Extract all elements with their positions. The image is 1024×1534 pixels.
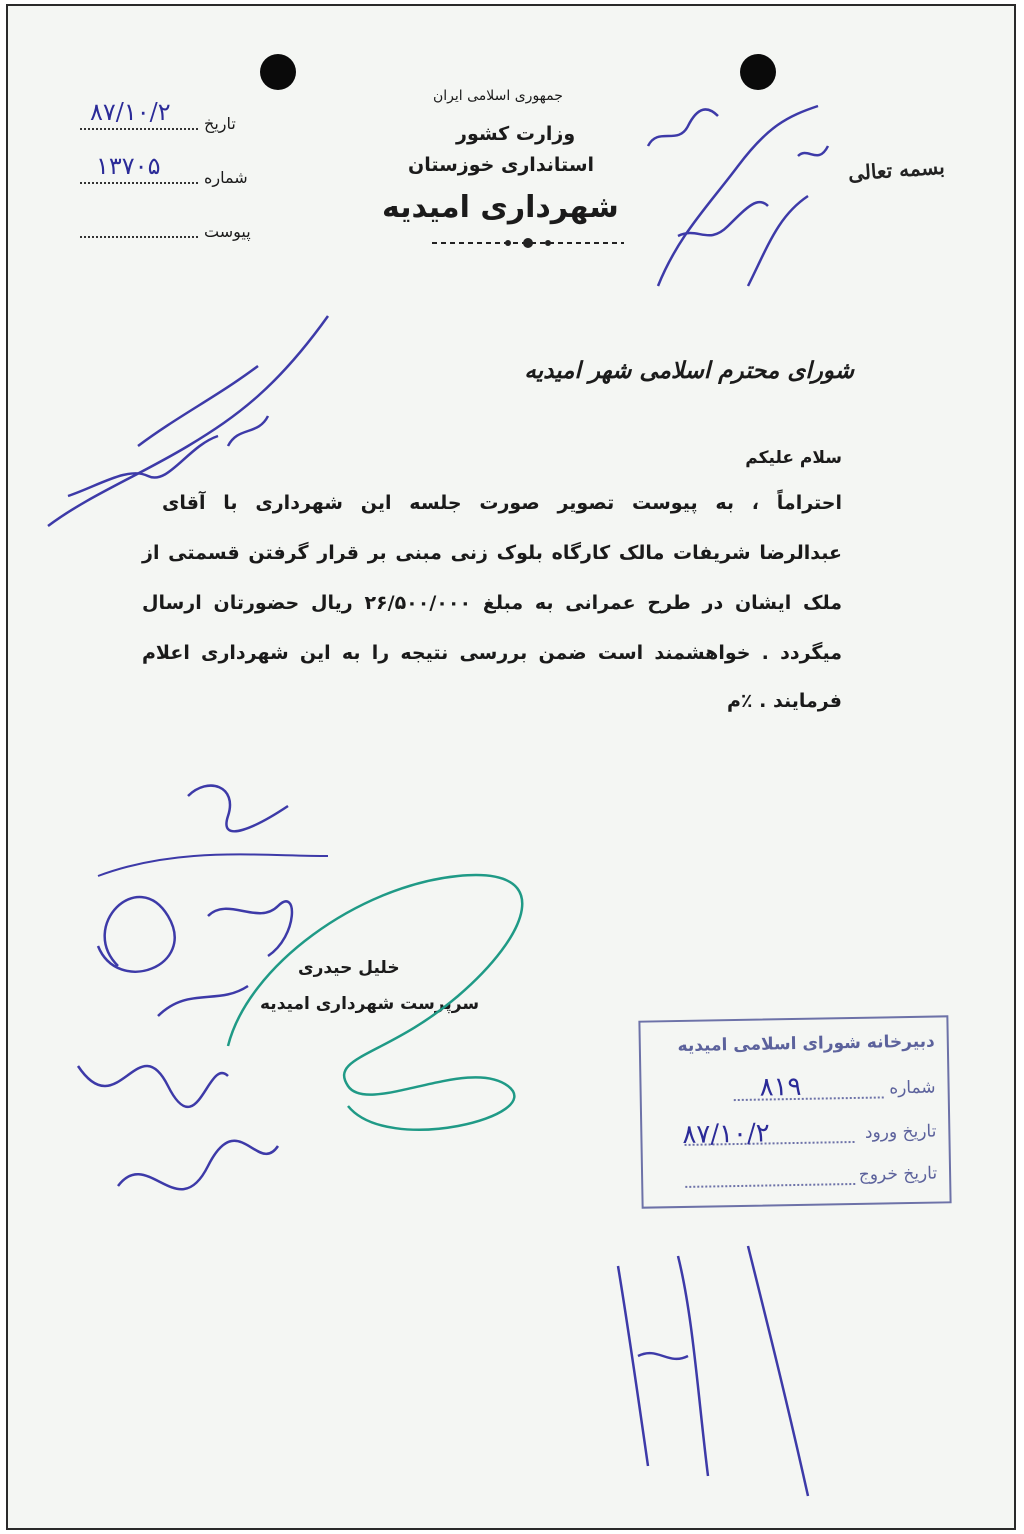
date-label: تاریخ [204, 114, 236, 133]
letter-page [6, 4, 1016, 1530]
recipient-line: شورای محترم اسلامی شهر امیدیه [524, 358, 854, 384]
stamp-number-dots [734, 1096, 884, 1101]
number-label: شماره [204, 168, 248, 187]
punch-hole-left [260, 54, 296, 90]
ministry-header: وزارت کشور [456, 123, 576, 145]
stamp-number-value: ۸۱۹ [759, 1071, 802, 1103]
stamp-entry-date-label: تاریخ ورود [864, 1121, 937, 1143]
attachment-label: پیوست [204, 222, 251, 241]
body-line-2: عبدالرضا شریفات مالک کارگاه بلوک زنی مبنی بر قرار گرفتن قسمتی از [142, 542, 842, 564]
bismillah-text: بسمه تعالی [847, 154, 946, 186]
stamp-entry-date-value: ۸۷/۱۰/۲ [682, 1118, 770, 1150]
body-line-4: میگردد . خواهشمند است ضمن بررسی نتیجه را به این شهرداری اعلام [142, 642, 842, 664]
ornament-divider [428, 236, 628, 250]
punch-hole-right [740, 54, 776, 90]
body-line-1: احتراماً ، به پیوست تصویر صورت جلسه این شهرداری با آقای [162, 492, 842, 514]
date-dotted-line [80, 128, 198, 130]
handwritten-note-bottom-right [598, 1236, 838, 1516]
council-secretariat-stamp [638, 1015, 951, 1208]
stamp-exit-dots [685, 1183, 855, 1188]
signer-title: سرپرست شهرداری امیدیه [260, 994, 480, 1014]
handwritten-note-top-right [618, 86, 848, 326]
signer-name: خلیل حیدری [298, 958, 400, 978]
province-header: استانداری خوزستان [408, 154, 595, 176]
teal-signature-loop [208, 856, 528, 1156]
republic-header: جمهوری اسلامی ایران [433, 88, 563, 104]
handwritten-note-left-margin [28, 296, 348, 556]
greeting: سلام علیکم [745, 448, 842, 468]
attachment-dotted-line [80, 236, 198, 238]
body-line-5: فرمایند . ٪م [727, 690, 842, 712]
municipality-header: شهرداری امیدیه [382, 190, 619, 225]
body-line-3: ملک ایشان در طرح عمرانی به مبلغ ۲۶/۵۰۰/۰۰۰ ریال حضورتان ارسال [142, 592, 843, 614]
number-value: ۱۳۷۰۵ [96, 152, 161, 180]
date-value: ۸۷/۱۰/۲ [90, 98, 171, 126]
stamp-title: دبیرخانه شورای اسلامی امیدیه [677, 1031, 935, 1057]
stamp-number-label: شماره [889, 1077, 936, 1099]
stamp-exit-date-label: تاریخ خروج [858, 1163, 938, 1185]
number-dotted-line [80, 182, 198, 184]
